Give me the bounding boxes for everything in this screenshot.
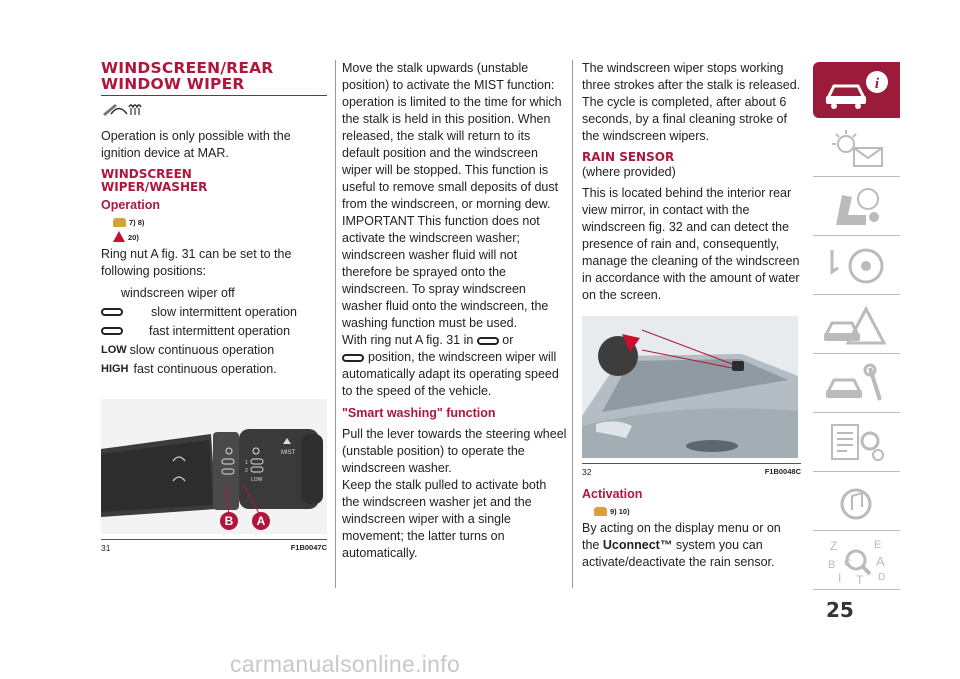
combined-paragraph: Keep the stalk pulled to activate both the windscreen washer jet and the windscreen wiper with a single movement; the latter turns on automatically. bbox=[342, 478, 547, 560]
interval-1-icon bbox=[101, 308, 123, 316]
figure-code: F1B0048C bbox=[764, 467, 801, 476]
interval-2-icon bbox=[101, 327, 123, 335]
svg-text:i: i bbox=[874, 76, 879, 92]
svg-text:C: C bbox=[843, 558, 851, 569]
multimedia-icon bbox=[822, 421, 892, 465]
note-ref-3: 9) 10) bbox=[594, 507, 801, 516]
ring-2-label: 2 bbox=[245, 468, 248, 474]
mist-label: MIST bbox=[281, 450, 296, 456]
callout-a: A bbox=[256, 514, 266, 528]
position-item bbox=[101, 360, 327, 379]
position-label: slow intermittent operation bbox=[151, 305, 297, 319]
note-ref-2: 20) bbox=[113, 231, 327, 242]
where-provided: (where provided) bbox=[582, 165, 676, 179]
page-title: WINDSCREEN/REAR WINDOW WIPER bbox=[101, 60, 327, 96]
rain-sensor-illustration bbox=[582, 316, 798, 458]
callout-b: B bbox=[224, 514, 234, 528]
tab-emergency[interactable] bbox=[813, 297, 900, 354]
warning-triangle-icon bbox=[113, 231, 125, 242]
note-ref-1: 7) 8) bbox=[113, 218, 327, 227]
auto-speed-paragraph: With ring nut A fig. 31 in or position, the windscreen wiper will automatically adapt its operating speed to the speed of the vehicle. bbox=[342, 333, 559, 398]
page-number: 25 bbox=[826, 598, 854, 622]
tab-technical-data[interactable] bbox=[813, 415, 900, 472]
figure-code: F1B0047C bbox=[290, 543, 327, 552]
specs-gears-icon bbox=[822, 362, 892, 406]
chapter-tabs bbox=[813, 62, 900, 592]
position-item bbox=[101, 284, 327, 303]
airbag-seat-icon bbox=[822, 185, 892, 229]
svg-text:I: I bbox=[837, 571, 841, 585]
column-1 bbox=[101, 60, 327, 553]
svg-text:B: B bbox=[827, 559, 835, 571]
steering-warning-icon bbox=[822, 244, 892, 288]
figure-number: 32 bbox=[582, 467, 592, 477]
uconnect-brand: Uconnect™ bbox=[602, 538, 673, 552]
ring-1-label: 1 bbox=[245, 460, 248, 466]
rain-sensor-unit bbox=[732, 361, 744, 371]
tab-dashboard[interactable] bbox=[813, 120, 900, 177]
position-label: fast continuous operation. bbox=[133, 362, 277, 376]
multimedia-note-icon bbox=[822, 480, 892, 524]
low-label: LOW bbox=[251, 477, 263, 483]
svg-text:Z: Z bbox=[829, 539, 837, 553]
figure-32-caption bbox=[582, 463, 801, 477]
wiper-stalk-illustration bbox=[101, 399, 327, 534]
tab-starting-driving[interactable] bbox=[813, 238, 900, 295]
activation-paragraph: By acting on the display menu or on the Uconnect™ system you can activate/deactivate the rain sensor. bbox=[582, 521, 781, 569]
tab-servicing[interactable] bbox=[813, 356, 900, 413]
tab-multimedia[interactable] bbox=[813, 474, 900, 531]
car-info-icon bbox=[822, 68, 892, 112]
column-divider bbox=[335, 60, 336, 588]
figure-31 bbox=[101, 399, 327, 553]
figure-32 bbox=[582, 316, 801, 477]
washer-warning-icon bbox=[113, 218, 126, 227]
tab-safety[interactable] bbox=[813, 179, 900, 236]
watermark: carmanualsonline.info bbox=[230, 651, 461, 677]
subsection-activation: Activation bbox=[582, 487, 643, 501]
position-label: fast intermittent operation bbox=[149, 324, 291, 338]
smart-washing-paragraph: Pull the lever towards the steering wheel (unstable position) to operate the windscreen washer. bbox=[342, 427, 567, 475]
position-symbol: HIGH bbox=[101, 363, 129, 375]
positions-list bbox=[101, 284, 327, 379]
smart-washing-heading: "Smart washing" function bbox=[342, 406, 496, 420]
position-label: slow continuous operation bbox=[129, 343, 275, 357]
warning-lights-icon bbox=[822, 126, 892, 170]
interval-2-icon bbox=[342, 354, 364, 362]
wiper-stop-paragraph: The windscreen wiper stops working three strokes after the stalk is released. The cycle is completed, after about 6 seconds, by a final cleaning stroke of the windscreen wipers. bbox=[582, 61, 801, 143]
position-label: windscreen wiper off bbox=[121, 286, 235, 300]
intro-text: Operation is only possible with the ignition device at MAR. bbox=[101, 129, 291, 160]
mist-paragraph: Move the stalk upwards (unstable position) to activate the MIST function: operation is limited to the time for which the stalk is held in this position. When released, the stalk will return to its default position and the windscreen wiper will be stopped. This function is useful to remove small deposits of dust from the windscreen, or morning dew. bbox=[342, 61, 562, 211]
position-item bbox=[101, 341, 327, 360]
position-symbol: LOW bbox=[101, 344, 127, 356]
position-item bbox=[101, 303, 327, 322]
wiper-washer-icon bbox=[101, 101, 327, 122]
car-tools-icon bbox=[822, 303, 892, 347]
svg-text:E: E bbox=[873, 539, 881, 551]
tab-knowing-car[interactable] bbox=[813, 62, 900, 118]
interval-1-icon bbox=[477, 337, 499, 345]
tab-index[interactable] bbox=[813, 533, 900, 590]
figure-31-caption bbox=[101, 539, 327, 553]
column-3 bbox=[582, 60, 801, 575]
rain-sensor-paragraph: This is located behind the interior rear view mirror, in contact with the windscreen fig. 32 and can detect the presence of rain and, consequently, manage the cleaning of the windscreen in accordance with the amount of water on the screen. bbox=[582, 186, 800, 302]
section-heading-washer: WINDSCREEN WIPER/WASHER bbox=[101, 167, 208, 194]
svg-text:A: A bbox=[875, 554, 885, 569]
svg-text:D: D bbox=[877, 572, 885, 583]
ring-intro: Ring nut A fig. 31 can be set to the following positions: bbox=[101, 247, 292, 278]
washer-warning-icon bbox=[594, 507, 607, 516]
column-2 bbox=[342, 60, 567, 566]
figure-number: 31 bbox=[101, 543, 111, 553]
subsection-operation: Operation bbox=[101, 198, 161, 212]
important-paragraph: IMPORTANT This function does not activate the windscreen washer; windscreen washer fluid will not therefore be sprayed onto the windscreen. To spray windscreen washer fluid onto the windscreen, the washing function must be used. bbox=[342, 214, 549, 330]
svg-text:T: T bbox=[855, 573, 863, 586]
index-letters-icon bbox=[822, 536, 892, 586]
section-heading-rain-sensor: RAIN SENSOR bbox=[582, 150, 675, 164]
position-item bbox=[101, 322, 327, 341]
column-divider bbox=[572, 60, 573, 588]
